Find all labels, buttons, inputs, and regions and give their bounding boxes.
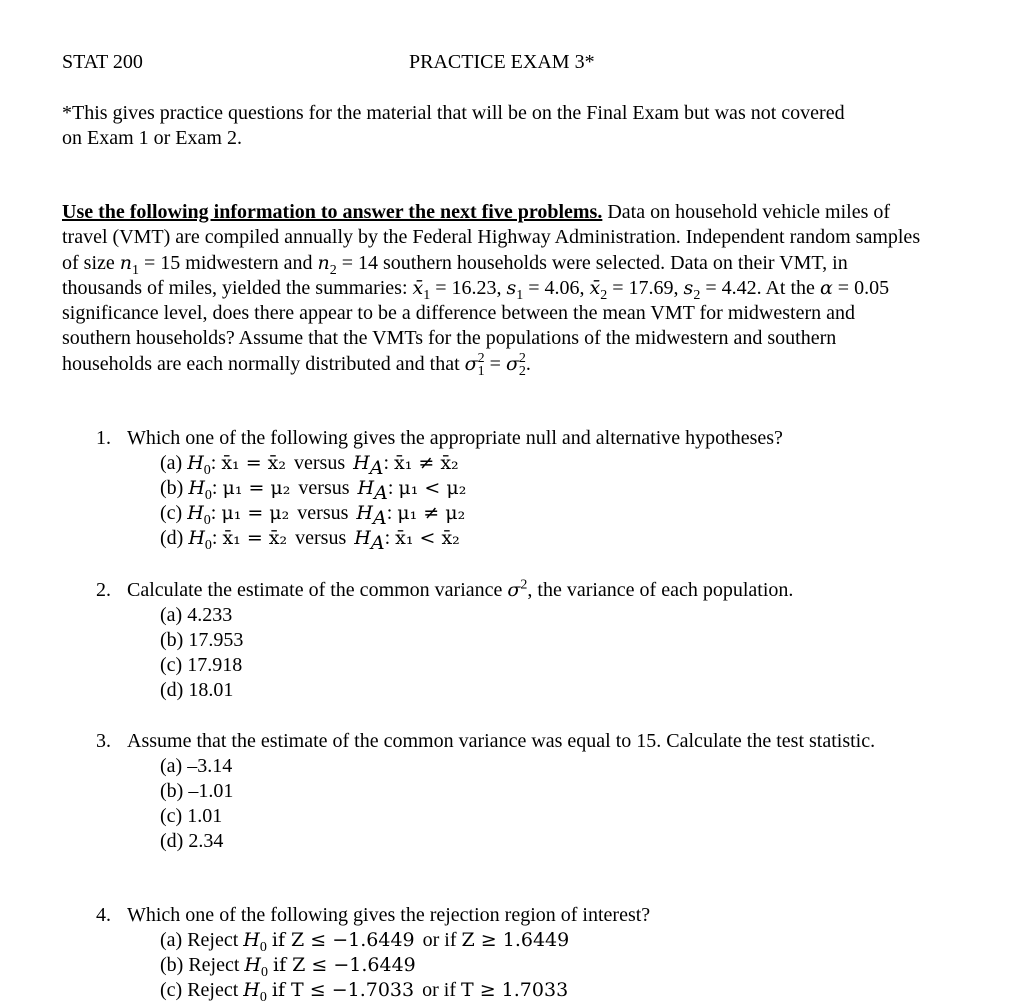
option-c[interactable]: (c) $H_0$: μ₁ = μ₂ versus $H_A$: μ₁ ≠ μ₂: [160, 502, 466, 529]
option-b[interactable]: [160, 628, 896, 653]
option-a[interactable]: (a) $H_0$: x̄₁ = x̄₂ versus $H_A$: x̄₁ ≠ x̄₂: [160, 452, 459, 479]
versus-text: versus: [298, 477, 350, 499]
option-b[interactable]: [160, 779, 896, 804]
rejection-condition: if Z ≤ −1.6449: [273, 954, 416, 976]
null-hypothesis: μ₁ = μ₂: [222, 477, 291, 499]
sample-sd-2: 4.42: [721, 276, 757, 299]
question-text: Calculate the estimate of the common variance: [127, 579, 508, 601]
option-a[interactable]: [160, 603, 896, 628]
option-d[interactable]: [160, 829, 896, 854]
option-a[interactable]: [160, 754, 896, 779]
rejection-condition-2: T ≥ 1.7033: [461, 979, 569, 1001]
sample-mean-1: 16.23: [451, 276, 497, 299]
alternative-hypothesis: μ₁ ≠ μ₂: [397, 502, 466, 524]
option-d[interactable]: (d) $H_0$: x̄₁ = x̄₂ versus $H_A$: x̄₁ < x̄₂: [160, 527, 460, 554]
sample-size-1: 15: [160, 251, 181, 274]
sample-size-2: 14: [358, 251, 379, 274]
alternative-hypothesis: x̄₁ ≠ x̄₂: [394, 452, 459, 474]
question-text: Which one of the following gives the appropriate null and alternative hypotheses?: [127, 427, 783, 449]
problem-directive: Use the following information to answer the next five problems.: [62, 201, 603, 223]
option-d[interactable]: [160, 678, 896, 703]
null-hypothesis: x̄₁ = x̄₂: [221, 452, 287, 474]
course-code: STAT 200: [62, 51, 143, 73]
option-label: (b): [160, 954, 184, 976]
option-label: (a): [160, 929, 183, 951]
problem-text-3: southern households were selected. Data on their VMT, in thousands of miles, yielded the summaries:: [62, 251, 848, 299]
reject-text: Reject: [187, 929, 239, 951]
answer-options: [96, 451, 896, 554]
alternative-hypothesis: x̄₁ < x̄₂: [395, 527, 460, 549]
problem-text-2: midwestern and: [180, 251, 318, 274]
question-number: 4.: [96, 904, 111, 926]
alternative-hypothesis: μ₁ < μ₂: [398, 477, 467, 499]
question-number: 3.: [96, 730, 111, 752]
rejection-condition: if Z ≤ −1.6449: [271, 929, 415, 951]
option-value: 1.01: [187, 805, 223, 827]
option-label: (c): [160, 502, 183, 524]
null-hypothesis: μ₁ = μ₂: [221, 502, 290, 524]
option-value: 18.01: [188, 679, 234, 701]
option-label: (c): [160, 654, 183, 676]
null-hypothesis: x̄₁ = x̄₂: [222, 527, 288, 549]
significance-level: 0.05: [854, 276, 890, 299]
option-value: –1.01: [188, 780, 234, 802]
question-4: [96, 903, 896, 1003]
option-b[interactable]: (b) Reject $H_0$ if Z ≤ −1.6449: [160, 954, 416, 980]
reject-text: Reject: [188, 954, 240, 976]
versus-text: versus: [297, 502, 349, 524]
sample-mean-2: 17.69: [628, 276, 674, 299]
option-value: 17.953: [188, 629, 244, 651]
question-text: Which one of the following gives the rejection region of interest?: [127, 904, 651, 926]
question-3: [96, 729, 896, 854]
option-label: (d): [160, 527, 184, 549]
question-2: 2. Calculate the estimate of the common variance $\sigma^2$, the variance of each population. (a) 4.233 (b) 17.953 (c) 17.918 (d) 18.01: [96, 578, 896, 703]
option-value: 17.918: [187, 654, 243, 676]
question-number: 1.: [96, 427, 111, 449]
option-c[interactable]: [160, 653, 896, 678]
option-label: (a): [160, 755, 183, 777]
option-b[interactable]: (b) $H_0$: μ₁ = μ₂ versus $H_A$: μ₁ < μ₂: [160, 477, 467, 504]
versus-text: versus: [295, 527, 347, 549]
connector-text: or if: [422, 929, 457, 951]
question-number: 2.: [96, 579, 111, 601]
page-header: [62, 51, 962, 75]
option-label: (c): [160, 805, 183, 827]
connector-text: or if: [422, 979, 456, 1001]
option-c[interactable]: [160, 804, 896, 829]
reject-text: Reject: [187, 979, 239, 1001]
problem-text-5: significance level, does there appear to be a difference between the mean VMT for midwestern and southern households? Assume that the VMTs for the populations of the midwestern and southern households are each normally distributed and that: [62, 302, 856, 375]
option-label: (d): [160, 830, 184, 852]
problem-text-1: Data on household vehicle miles of travel (VMT) are compiled annually by the Federal Highway Administration. Independent random samples of size: [62, 201, 921, 274]
exam-title: PRACTICE EXAM 3*: [409, 51, 595, 73]
option-value: –3.14: [187, 755, 233, 777]
option-value: 2.34: [188, 830, 224, 852]
answer-options: [96, 928, 896, 1003]
answer-options: [96, 603, 896, 703]
question-text: Assume that the estimate of the common variance was equal to 15. Calculate the test statistic.: [127, 730, 876, 752]
problem-text-4: . At the: [756, 276, 820, 299]
option-label: (b): [160, 629, 184, 651]
option-value: 4.233: [187, 604, 233, 626]
rejection-condition-2: Z ≥ 1.6449: [461, 929, 570, 951]
option-label: (c): [160, 979, 183, 1001]
question-text-end: , the variance of each population.: [527, 579, 794, 601]
rejection-condition: if T ≤ −1.7033: [271, 979, 415, 1001]
option-label: (a): [160, 452, 183, 474]
versus-text: versus: [294, 452, 346, 474]
intro-note: *This gives practice questions for the material that will be on the Final Exam but was not covered on Exam 1 or Exam 2.: [62, 102, 845, 149]
answer-options: [96, 754, 896, 854]
option-label: (b): [160, 477, 184, 499]
option-c[interactable]: (c) Reject $H_0$ if T ≤ −1.7033 or if T ≥ 1.7033: [160, 979, 569, 1005]
problem-information: Use the following information to answer the next five problems. Data on household vehicle miles of travel (VMT) are compiled annually by the Federal Highway Administration. Independent random samples of size $n_1 = 15$ midwestern and $n_2 = 14$ southern households were selected. Data on their VMT, in thousands of miles, yielded the summaries: $x̄_1 = 16.23$, $s_1 = 4.06$, $x̄_2 = 17.69$, $s_2 = 4.42$. At the α = 0.05 significance level, does there appear to be a difference between the mean VMT for midwestern and southern households? Assume that the VMTs for the populations of the midwestern and southern households are each normally distributed and that $\sigma_1^2 = \sigma_2^2$.: [62, 201, 921, 379]
option-label: (d): [160, 679, 184, 701]
option-label: (a): [160, 604, 183, 626]
option-label: (b): [160, 780, 184, 802]
question-1: [96, 426, 896, 554]
option-a[interactable]: (a) Reject $H_0$ if Z ≤ −1.6449 or if Z ≥ 1.6449: [160, 929, 570, 955]
sample-sd-1: 4.06: [544, 276, 580, 299]
